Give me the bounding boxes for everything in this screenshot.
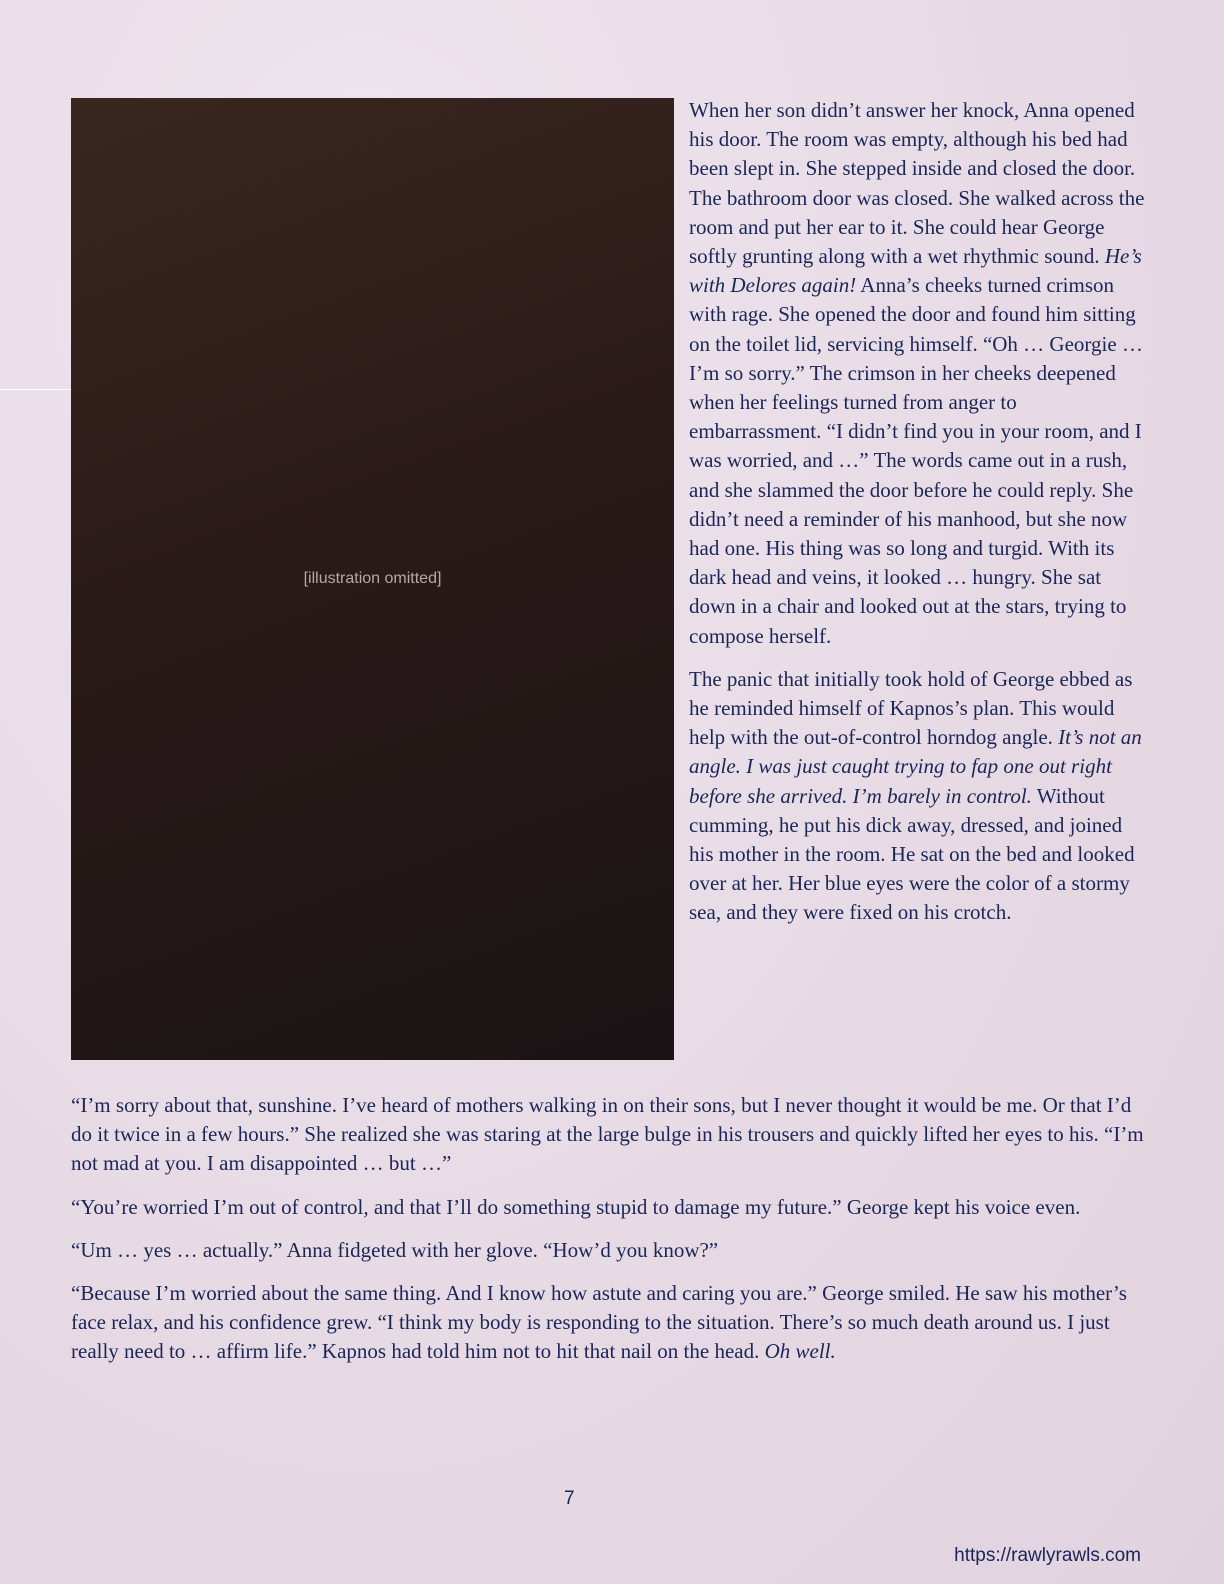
text-run: Without cumming, he put his dick away, dressed, and joined his mother in the room. He sat on the bed and looked over at her. Her blue eyes were the color of a stormy sea, and they were fixed on his crotch. — [689, 783, 1135, 925]
text-run: “I’m sorry about that, sunshine. I’ve heard of mothers walking in on their sons, but I never thought it would be me. Or that I’d do it twice in a few hours.” She realized she was staring at the large bulge in his trousers and quickly lifted her eyes to his. “I’m not mad at you. I am disappointed … but …” — [71, 1093, 1144, 1176]
text-run: “You’re worried I’m out of control, and that I’ll do something stupid to damage my future.” George kept his voice even. — [71, 1194, 1081, 1219]
italic-text: It’s not an angle. I was just caught trying to fap one out right before she arrived. I’m barely in control. — [689, 725, 1142, 808]
paragraph — [71, 1236, 1151, 1265]
illustration-placeholder: [illustration omitted] — [303, 570, 442, 587]
page-number: 7 — [564, 1488, 575, 1509]
paragraph — [71, 1091, 1151, 1179]
footer-url[interactable]: https://rawlyrawls.com — [954, 1545, 1141, 1566]
text-run: The panic that initially took hold of George ebbed as he reminded himself of Kapnos’s plan. This would help with the out-of-control horndog angle. — [689, 666, 1133, 750]
paragraph — [689, 665, 1149, 928]
text-run: “Because I’m worried about the same thing. And I know how astute and caring you are.” George smiled. He saw his mother’s face relax, and his confidence grew. “I think my body is responding to the situation. There’s so much death around us. I just really need to … affirm life.” Kapnos had told him not to hit that nail on the head. — [71, 1281, 1127, 1364]
paragraph — [71, 1193, 1151, 1222]
text-run: When her son didn’t answer her knock, Anna opened his door. The room was empty, although his bed had been slept in. She stepped inside and closed the door. The bathroom door was closed. She walked across the room and put her ear to it. She could hear George softly grunting along with a wet rhythmic sound. — [689, 98, 1145, 269]
paragraph — [71, 1279, 1151, 1367]
side-text-column — [689, 96, 1149, 942]
text-run: “Um … yes … actually.” Anna fidgeted with her glove. “How’d you know?” — [71, 1237, 719, 1262]
full-width-text — [71, 1091, 1151, 1381]
italic-text: He’s with Delores again! — [689, 244, 1142, 298]
margin-rule — [0, 389, 71, 390]
illustration — [71, 98, 674, 1060]
italic-text: Oh well. — [764, 1339, 836, 1364]
paragraph — [689, 96, 1149, 651]
text-run: Anna’s cheeks turned crimson with rage. She opened the door and found him sitting on the toilet lid, servicing himself. “Oh … Georgie … I’m so sorry.” The crimson in her cheeks deepened when her feelings turned from anger to embarrassment. “I didn’t find you in your room, and I was worried, and …” The words came out in a rush, and she slammed the door before he could reply. She didn’t need a reminder of his manhood, but she now had one. His thing was so long and turgid. With its dark head and veins, it looked … hungry. She sat down in a chair and looked out at the stars, trying to compose herself. — [689, 273, 1143, 648]
